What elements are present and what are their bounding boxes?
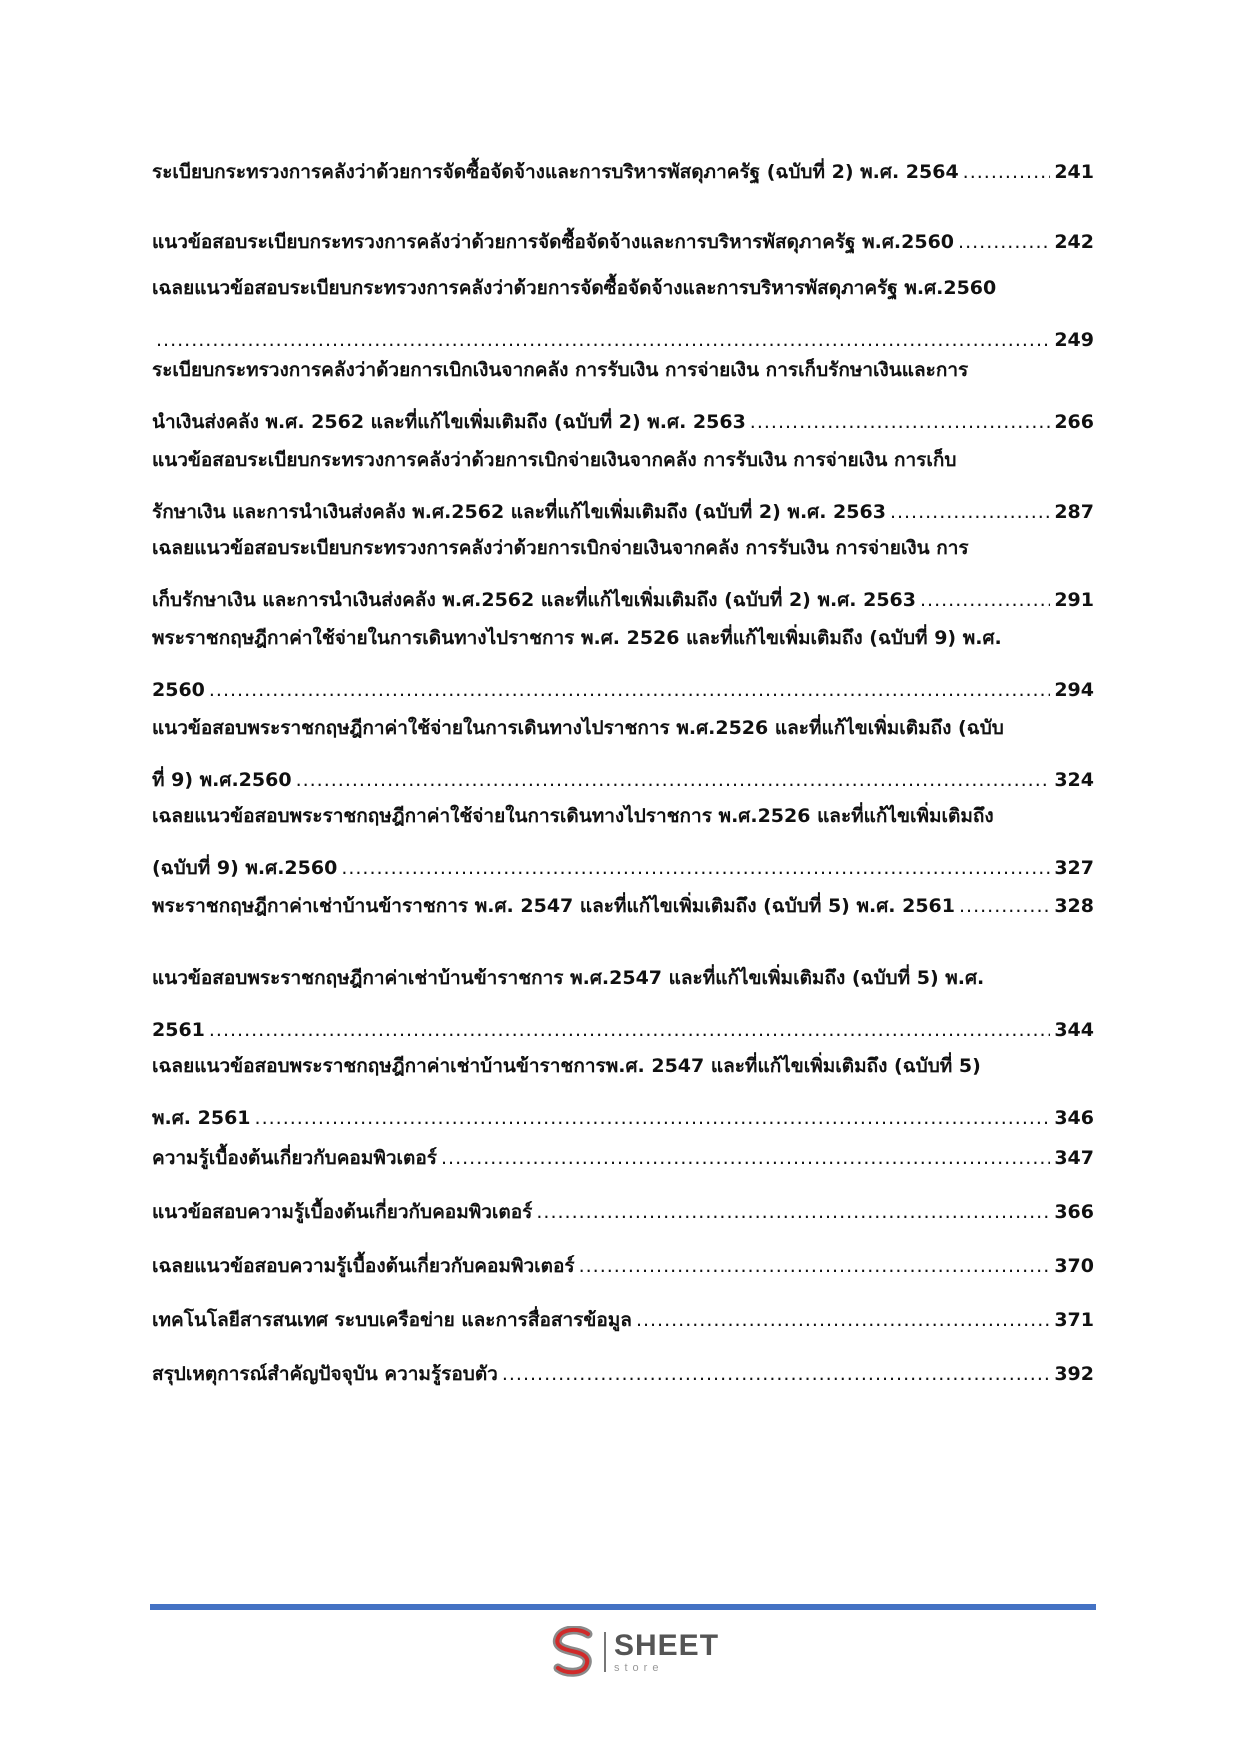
- toc-page-number: 366: [1054, 1201, 1094, 1223]
- toc-entry-last-line: [152, 1348, 1094, 1400]
- toc-entry-title: เทคโนโลยีสารสนเทศ ระบบเครือข่าย และการสื่อสารข้อมูล: [152, 1309, 632, 1331]
- logo-separator: [604, 1632, 606, 1672]
- toc-entry-last-line: [152, 1240, 1094, 1292]
- toc-page-number: 344: [1054, 1019, 1094, 1041]
- toc-entry[interactable]: [152, 1348, 1094, 1400]
- toc-page-number: 287: [1054, 501, 1094, 523]
- toc-entry-title: แนวข้อสอบระเบียบกระทรวงการคลังว่าด้วยการจัดซื้อจัดจ้างและการบริหารพัสดุภาครัฐ พ.ศ.2560: [152, 231, 955, 253]
- toc-entry-title: แนวข้อสอบความรู้เบื้องต้นเกี่ยวกับคอมพิวเตอร์: [152, 1201, 533, 1223]
- toc-entry-line: [152, 522, 1094, 574]
- toc-entry-line: [152, 344, 1094, 396]
- sheet-store-logo: [550, 1622, 730, 1682]
- toc-entry-title: เก็บรักษาเงิน และการนำเงินส่งคลัง พ.ศ.2562 และที่แก้ไขเพิ่มเติมถึง (ฉบับที่ 2) พ.ศ. 2563: [152, 589, 916, 611]
- logo-subword: store: [614, 1661, 664, 1674]
- toc-entry-last-line: [152, 1186, 1094, 1238]
- toc-entry[interactable]: [152, 522, 1094, 626]
- toc-entry-title: แนวข้อสอบพระราชกฤษฎีกาค่าเช่าบ้านข้าราชการ พ.ศ.2547 และที่แก้ไขเพิ่มเติมถึง (ฉบับที่ 5) พ.ศ.: [152, 967, 985, 989]
- toc-entry-line: [152, 262, 1094, 314]
- toc-entry-title: สรุปเหตุการณ์สำคัญปัจจุบัน ความรู้รอบตัว: [152, 1363, 498, 1385]
- toc-entry-title: 2560: [152, 679, 205, 701]
- toc-entry-title: แนวข้อสอบระเบียบกระทรวงการคลังว่าด้วยการเบิกจ่ายเงินจากคลัง การรับเงิน การจ่ายเงิน การเก็บ: [152, 449, 957, 471]
- toc-leader-dots: [536, 1186, 1050, 1238]
- toc-entry[interactable]: [152, 1040, 1094, 1144]
- toc-entry[interactable]: [152, 344, 1094, 448]
- toc-entry-line: [152, 702, 1094, 754]
- toc-page-number: 370: [1054, 1255, 1094, 1277]
- toc-entry-last-line: [152, 1132, 1094, 1184]
- toc-page-number: 294: [1054, 679, 1094, 701]
- toc-leader-dots: [502, 1348, 1050, 1400]
- toc-entry-line: [152, 952, 1094, 1004]
- toc-entry-title: ระเบียบกระทรวงการคลังว่าด้วยการจัดซื้อจัดจ้างและการบริหารพัสดุภาครัฐ (ฉบับที่ 2) พ.ศ. 2564: [152, 161, 959, 183]
- toc-entry-title: รักษาเงิน และการนำเงินส่งคลัง พ.ศ.2562 และที่แก้ไขเพิ่มเติมถึง (ฉบับที่ 2) พ.ศ. 2563: [152, 501, 886, 523]
- toc-entry-last-line: [152, 880, 1094, 932]
- toc-entry-title: เฉลยแนวข้อสอบความรู้เบื้องต้นเกี่ยวกับคอมพิวเตอร์: [152, 1255, 575, 1277]
- toc-entry-title: (ฉบับที่ 9) พ.ศ.2560: [152, 857, 338, 879]
- toc-entry-title: แนวข้อสอบพระราชกฤษฎีกาค่าใช้จ่ายในการเดินทางไปราชการ พ.ศ.2526 และที่แก้ไขเพิ่มเติมถึง (ฉบับ: [152, 717, 1004, 739]
- logo-text: [614, 1628, 720, 1674]
- toc-entry[interactable]: [152, 790, 1094, 894]
- toc-entry-title: เฉลยแนวข้อสอบพระราชกฤษฎีกาค่าเช่าบ้านข้าราชการพ.ศ. 2547 และที่แก้ไขเพิ่มเติมถึง (ฉบับที่ 5): [152, 1055, 981, 1077]
- toc-page-number: 371: [1054, 1309, 1094, 1331]
- toc-entry-title: พระราชกฤษฎีกาค่าใช้จ่ายในการเดินทางไปราชการ พ.ศ. 2526 และที่แก้ไขเพิ่มเติมถึง (ฉบับที่ 9) พ.ศ.: [152, 627, 1002, 649]
- toc-leader-dots: [963, 146, 1051, 198]
- toc-entry-title: ที่ 9) พ.ศ.2560: [152, 769, 292, 791]
- toc-entry-last-line: [152, 216, 1094, 268]
- toc-page-number: 242: [1054, 231, 1094, 253]
- toc-entry[interactable]: [152, 1240, 1094, 1292]
- toc-leader-dots: [958, 216, 1050, 268]
- toc-entry-title: ระเบียบกระทรวงการคลังว่าด้วยการเบิกเงินจากคลัง การรับเงิน การจ่ายเงิน การเก็บรักษาเงินและการ: [152, 359, 969, 381]
- toc-leader-dots: [579, 1240, 1051, 1292]
- toc-entry-title: พระราชกฤษฎีกาค่าเช่าบ้านข้าราชการ พ.ศ. 2547 และที่แก้ไขเพิ่มเติมถึง (ฉบับที่ 5) พ.ศ. 2561: [152, 895, 956, 917]
- toc-page-number: 266: [1054, 411, 1094, 433]
- toc-entry[interactable]: [152, 1294, 1094, 1346]
- toc-entry-line: [152, 612, 1094, 664]
- toc-entry-title: เฉลยแนวข้อสอบระเบียบกระทรวงการคลังว่าด้วยการจัดซื้อจัดจ้างและการบริหารพัสดุภาครัฐ พ.ศ.2560: [152, 277, 997, 299]
- toc-entry-line: [152, 790, 1094, 842]
- toc-entry-title: เฉลยแนวข้อสอบระเบียบกระทรวงการคลังว่าด้วยการเบิกจ่ายเงินจากคลัง การรับเงิน การจ่ายเงิน การ: [152, 537, 969, 559]
- logo-s-icon: [550, 1626, 598, 1678]
- toc-entry-line: [152, 1040, 1094, 1092]
- toc-entry[interactable]: [152, 1186, 1094, 1238]
- toc-entry-last-line: [152, 1294, 1094, 1346]
- toc-entry-title: นำเงินส่งคลัง พ.ศ. 2562 และที่แก้ไขเพิ่มเติมถึง (ฉบับที่ 2) พ.ศ. 2563: [152, 411, 746, 433]
- toc-leader-dots: [636, 1294, 1050, 1346]
- footer-rule: [150, 1604, 1096, 1610]
- toc-entry[interactable]: [152, 880, 1094, 932]
- toc-leader-dots: [441, 1132, 1050, 1184]
- logo-word: SHEET: [614, 1628, 720, 1662]
- toc-leader-dots: [959, 880, 1050, 932]
- toc-entry[interactable]: [152, 216, 1094, 268]
- toc-entry-title: เฉลยแนวข้อสอบพระราชกฤษฎีกาค่าใช้จ่ายในการเดินทางไปราชการ พ.ศ.2526 และที่แก้ไขเพิ่มเติมถึง: [152, 805, 994, 827]
- toc-page-number: 241: [1054, 161, 1094, 183]
- toc-entry[interactable]: [152, 612, 1094, 716]
- toc-page-number: 324: [1054, 769, 1094, 791]
- toc-entry-title: ความรู้เบื้องต้นเกี่ยวกับคอมพิวเตอร์: [152, 1147, 437, 1169]
- toc-entry[interactable]: [152, 1132, 1094, 1184]
- toc-page-number: 328: [1054, 895, 1094, 917]
- toc-page-number: 291: [1054, 589, 1094, 611]
- toc-page-number: 346: [1054, 1107, 1094, 1129]
- toc-page-number: 249: [1054, 329, 1094, 351]
- toc-page-number: 347: [1054, 1147, 1094, 1169]
- toc-entry-line: [152, 434, 1094, 486]
- toc-entry[interactable]: [152, 146, 1094, 198]
- toc-entry-title: 2561: [152, 1019, 205, 1041]
- toc-entry-title: พ.ศ. 2561: [152, 1107, 251, 1129]
- toc-page-number: 327: [1054, 857, 1094, 879]
- toc-entry-last-line: [152, 146, 1094, 198]
- toc-page-number: 392: [1054, 1363, 1094, 1385]
